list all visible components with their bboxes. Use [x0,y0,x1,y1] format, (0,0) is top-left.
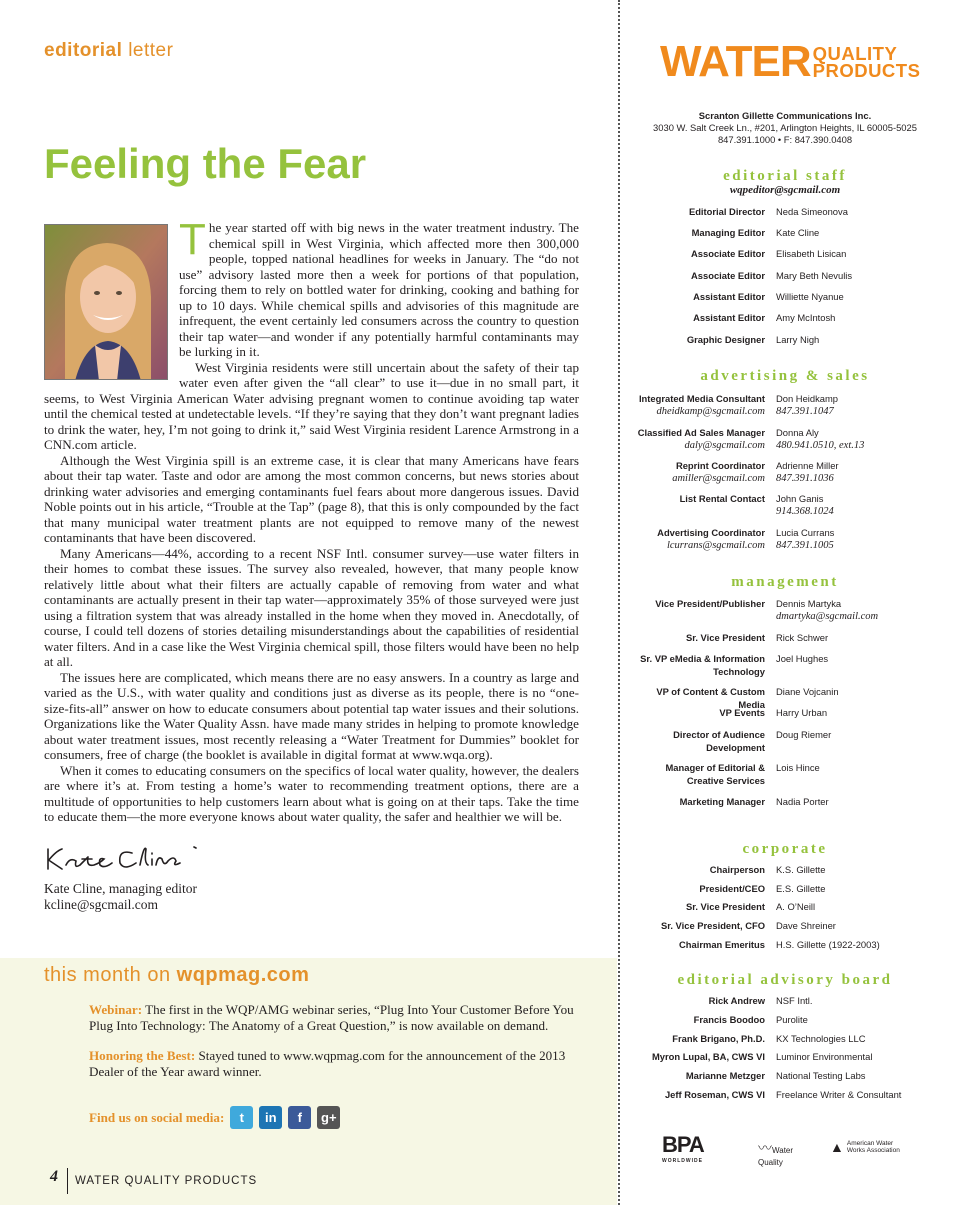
management-row [630,707,940,720]
management-heading: management [731,574,839,590]
publisher-info: Scranton Gillette Communications Inc. 3030 W. Salt Creek Ln., #201, Arlington Heights, IL 60005-5025 847.391.1000 • F: 847.390.0408 [653,110,917,145]
management-row [630,796,940,809]
social-row [89,1106,346,1129]
magazine-logo: WATER QUALITY PRODUCTS [660,37,921,86]
wqa-logo: 〰Water Quality [758,1140,794,1167]
honoring-item: Honoring the Best: Stayed tuned to www.wqpmag.com for the announcement of the 2013 Dealer of the Year award winner. [89,1048,566,1079]
advisory-board-row [630,995,940,1008]
member-logos [662,1132,912,1167]
advertising-row [630,493,940,518]
advertising-name: Lucia Currans 847.391.1005 [776,527,940,552]
advertising-role: Advertising Coordinator lcurrans@sgcmail.com [630,527,776,552]
corporate-name: K.S. Gillette [776,864,826,875]
promo-title: this month on wqpmag.com [44,964,310,986]
editorial-staff-row [630,227,940,240]
corporate-row [630,939,940,952]
corporate-role: Chairperson [709,864,765,875]
linkedin-icon[interactable]: in [259,1106,282,1129]
advisory-board-row [630,1089,940,1102]
advertising-role: Classified Ad Sales Manager daly@sgcmail.com [630,427,776,452]
editorial-staff-name: Elisabeth Lisican [776,248,847,259]
management-name: Joel Hughes [776,653,829,664]
advisory-board-row [630,1070,940,1083]
page-footer [50,1168,257,1194]
management-role: Vice President/Publisher [655,598,765,609]
advertising-email[interactable]: amiller@sgcmail.com [672,472,765,484]
promo-box [0,958,617,1205]
advisory-board-role: Rick Andrew [708,995,765,1006]
editorial-staff-heading: editorial staff [723,168,847,184]
management-name: Nadia Porter [776,796,829,807]
management-row [630,653,940,678]
advertising-contact: 914.368.1024 [776,505,834,517]
advertising-row [630,527,940,552]
editorial-staff-row [630,291,940,304]
advertising-name: Don Heidkamp 847.391.1047 [776,393,940,418]
magazine-name: WATER QUALITY PRODUCTS [75,1175,258,1187]
advertising-heading: advertising & sales [700,368,870,384]
management-role: Manager of Editorial & Creative Services [665,762,765,786]
editorial-staff-name: Neda Simeonova [776,206,848,217]
signature [44,835,244,880]
editorial-staff-role: Associate Editor [691,270,765,281]
paragraph: When it comes to educating consumers on the specifics of local water quality, however, the dealers are where it’s at. From testing a home’s water to recommending treatment options, there are a multitude of opportunities to help customers learn about what is going on at their taps. Take the time to educate them—the more everyone knows about water quality, the safer and healthier we will be. [44,762,579,824]
advertising-role: Reprint Coordinator amiller@sgcmail.com [630,460,776,485]
advisory-board-name: Luminor Environmental [776,1051,873,1062]
author-name: Kate Cline, managing editor [44,881,197,896]
author-signoff [44,881,197,913]
facebook-icon[interactable]: f [288,1106,311,1129]
webinar-item: Webinar: The first in the WQP/AMG webinar series, “Plug Into Your Customer Before You Plug Into Technology: The Anatomy of a Great Question,” is now available on demand. [89,1002,574,1033]
advisory-board-row [630,1051,940,1064]
advisory-board-name: National Testing Labs [776,1070,866,1081]
management-row [630,598,940,623]
management-name: Diane Vojcanin [776,686,839,697]
advertising-email[interactable]: daly@sgcmail.com [684,439,765,451]
author-email[interactable]: kcline@sgcmail.com [44,897,159,912]
editorial-staff-name: Larry Nigh [776,334,820,345]
editorial-staff-name: Kate Cline [776,227,820,238]
corporate-name: H.S. Gillette (1922-2003) [776,939,880,950]
editorial-staff-role: Assistant Editor [693,312,765,323]
management-row [630,729,940,754]
management-name: Doug Riemer [776,729,832,740]
drop-cap: T [179,215,206,264]
editorial-email[interactable]: wqpeditor@sgcmail.com [729,184,841,196]
corporate-role: Chairman Emeritus [679,939,765,950]
advertising-role: Integrated Media Consultant dheidkamp@sgcmail.com [630,393,776,418]
management-contact: dmartyka@sgcmail.com [776,610,879,622]
advertising-row [630,393,940,418]
advisory-board-role: Frank Brigano, Ph.D. [672,1033,765,1044]
awwa-logo: ▲ American Water Works Association [830,1138,900,1155]
management-name: Lois Hince [776,762,820,773]
paragraph: Although the West Virginia spill is an extreme case, it is clear that many Americans have fears about their tap water. Taste and odor are among the most common concerns, but news stories about drinking water advisories and emerging contaminants fuel fears about more dangerous issues. David Noble points out in his article, “Trouble at the Tap” (page 8), that this is only compounded by the fact that many municipal water treatment plants are not equipped to remove many of the newest contaminants that have been discovered. [44,452,579,545]
advertising-name: Adrienne Miller 847.391.1036 [776,460,940,485]
paragraph: West Virginia residents were still uncertain about the safety of their tap water even after given the “all clear” to use it—due in no small part, it seems, to West Virginia American Water advising pregnant women to continue avoiding tap water until the chemical tested at undetectable levels. “If they’re saying that they don’t want pregnant ladies to drink the water, hey, I’m not going to drink it,” said West Virginia resident Larence Armstrong in a CNN.com article. [44,359,579,452]
editorial-staff-role: Managing Editor [691,227,765,238]
advisory-board-role: Jeff Roseman, CWS VI [664,1089,765,1100]
management-name: Dennis Martyka dmartyka@sgcmail.com [776,598,940,623]
editorial-staff-row [630,248,940,261]
advertising-email[interactable]: dheidkamp@sgcmail.com [656,405,765,417]
editorial-staff-role: Editorial Director [688,206,765,217]
corporate-row [630,864,940,877]
advertising-row [630,427,940,452]
editorial-staff-role: Graphic Designer [686,334,765,345]
corporate-heading: corporate [742,841,828,857]
advertising-contact: 480.941.0510, ext.13 [776,439,865,451]
editorial-staff-name: Williette Nyanue [776,291,844,302]
management-role: VP Events [719,707,765,718]
advertising-contact: 847.391.1036 [776,472,834,484]
advertising-role: List Rental Contact [679,493,765,504]
advisory-board-row [630,1014,940,1027]
management-row [630,762,940,787]
advisory-board-role: Francis Boodoo [693,1014,765,1025]
corporate-name: A. O’Neill [776,901,816,912]
advertising-email[interactable]: lcurrans@sgcmail.com [666,539,765,551]
management-name: Rick Schwer [776,632,829,643]
corporate-name: E.S. Gillette [776,883,826,894]
management-role: VP of Content & Custom Media [656,686,765,710]
corporate-name: Dave Shreiner [776,920,836,931]
paragraph: The issues here are complicated, which means there are no easy answers. In a country as large and varied as the U.S., with water quality and conditions just as diverse as its people, there is no “one-size-fits-all” answer on how to educate consumers about potential tap water issues and their solutions. Organizations like the Water Quality Assn. have made many strides in helping to promote knowledge about water treatment issues, most recently releasing a “Water Treatment for Dummies” booklet for consumers, free of charge (the booklet is available in digital format at www.wqa.org). [44,669,579,762]
advertising-contact: 847.391.1047 [776,405,834,417]
advisory-board-heading: editorial advisory board [677,972,893,988]
management-role: Sr. Vice President [685,632,765,643]
editorial-staff-row [630,312,940,325]
management-role: Director of Audience Development [673,729,765,753]
corporate-row [630,920,940,933]
advisory-board-role: Marianne Metzger [685,1070,765,1081]
google-plus-icon[interactable]: g+ [317,1106,340,1129]
corporate-row [630,883,940,896]
page-number: 4 [50,1168,68,1194]
corporate-role: President/CEO [699,883,765,894]
advisory-board-name: Purolite [776,1014,808,1025]
editorial-staff-row [630,270,940,283]
advertising-row [630,460,940,485]
editorial-staff-name: Amy McIntosh [776,312,836,323]
social-label: Find us on social media: [89,1109,225,1125]
twitter-icon[interactable]: t [230,1106,253,1129]
editorial-staff-role: Assistant Editor [693,291,765,302]
management-name: Harry Urban [776,707,828,718]
letter-body [44,215,579,825]
management-role: Marketing Manager [679,796,765,807]
section-label: editorial letter [44,40,174,61]
editorial-staff-row [630,334,940,347]
advertising-name: John Ganis 914.368.1024 [776,493,940,518]
advisory-board-name: NSF Intl. [776,995,813,1006]
advertising-name: Donna Aly 480.941.0510, ext.13 [776,427,940,452]
advisory-board-name: Freelance Writer & Consultant [776,1089,902,1100]
headline: Feeling the Fear [44,140,367,187]
corporate-role: Sr. Vice President [685,901,765,912]
paragraph: Many Americans—44%, according to a recent NSF Intl. consumer survey—use water filters in their homes to combat these issues. The survey also revealed, however, that many people know relatively little about what their filters are actually capable of removing from water and what contaminants are actually present in their tap water—approximately 35% of those surveyed were just using a filtration system that was already installed in the home when they moved in. Anecdotally, of course, I could tell dozens of stories detailing misunderstandings about the capabilities of residential water filters. And in a case like the West Virginia chemical spill, those filters would have been no help at all. [44,545,579,669]
column-divider [618,0,620,1205]
editorial-staff-role: Associate Editor [691,248,765,259]
corporate-row [630,901,940,914]
management-role: Sr. VP eMedia & Information Technology [640,653,765,677]
advisory-board-row [630,1033,940,1046]
management-row [630,632,940,645]
advisory-board-role: Myron Lupal, BA, CWS VI [651,1051,765,1062]
advertising-contact: 847.391.1005 [776,539,834,551]
advisory-board-name: KX Technologies LLC [776,1033,866,1044]
bpa-logo: BPA WORLDWIDE [662,1132,704,1164]
editorial-staff-name: Mary Beth Nevulis [776,270,853,281]
corporate-role: Sr. Vice President, CFO [660,920,765,931]
paragraph: The year started off with big news in the water treatment industry. The chemical spill in West Virginia, which affected more then 300,000 people, topped national headlines for weeks in January. The “do not use” advisory lasted more then a week for portions of that population, forcing them to rely on bottled water for drinking, cooking and bathing for up to 10 days. While chemical spills and advisories of this magnitude are infrequent, the event certainly led consumers across the country to question their tap water—and wonder if any potentially harmful contaminants may be lurking in it. [179,215,579,359]
editorial-staff-row [630,206,940,219]
